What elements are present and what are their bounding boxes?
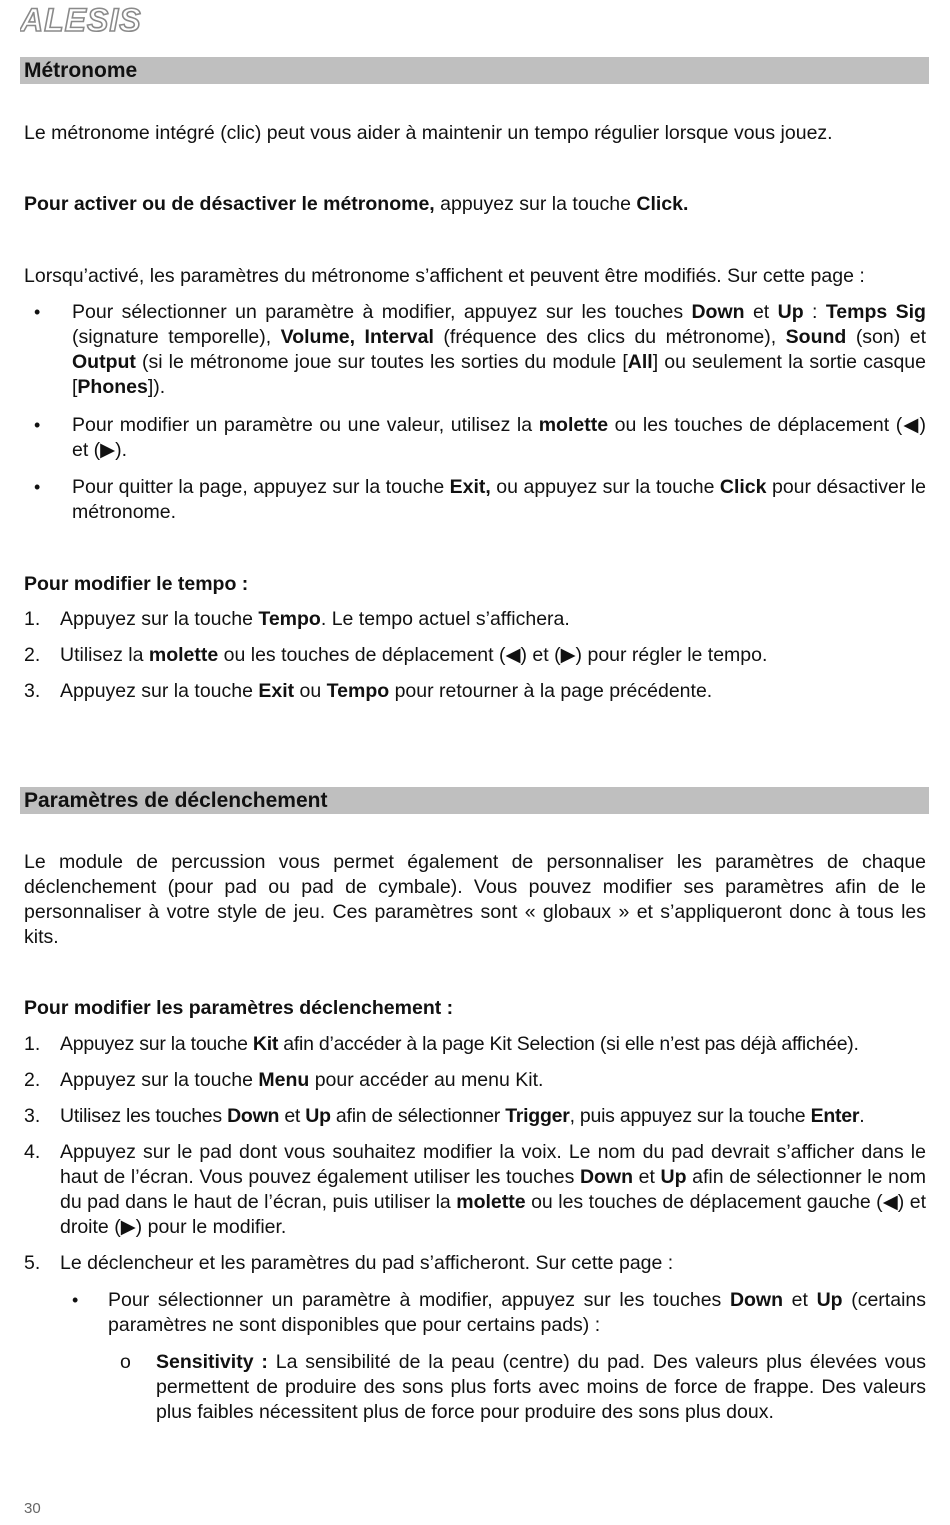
list-item xyxy=(24,1104,926,1129)
bullet-text: Pour modifier un paramètre ou une valeur, utilisez la molette ou les touches de déplacement (◀) et (▶). xyxy=(72,414,926,461)
circle-bullet-icon: o xyxy=(120,1351,131,1373)
step-text: Appuyez sur la touche Menu pour accéder au menu Kit. xyxy=(60,1069,544,1091)
step-text: Utilisez les touches Down et Up afin de sélectionner Trigger, puis appuyez sur la touche Enter. xyxy=(60,1105,865,1127)
list-item xyxy=(24,607,926,632)
bullet-icon: • xyxy=(34,477,41,497)
list-item xyxy=(24,1032,926,1057)
list-item xyxy=(108,1350,926,1425)
section-header-trigger xyxy=(20,787,929,814)
alesis-logo xyxy=(20,4,190,36)
step-text: Appuyez sur la touche Kit afin d’accéder à la page Kit Selection (si elle n’est pas déjà affichée). xyxy=(60,1033,859,1055)
step-text: Appuyez sur le pad dont vous souhaitez modifier la voix. Le nom du pad devrait s’afficher dans le haut de l’écran. Vous pouvez également utiliser les touches Down et Up afin de sélectionner le nom du pad dans le haut de l’écran, puis utiliser la molette ou les touches de déplacement gauche (◀) et droite (▶) pour le modifier. xyxy=(60,1141,927,1238)
logo-text: ALESIS xyxy=(20,4,142,36)
bullet-icon: • xyxy=(72,1290,79,1310)
list-item xyxy=(24,1068,926,1093)
list-item xyxy=(24,475,926,525)
trigger-heading: Pour modifier les paramètres déclenchement : xyxy=(24,997,454,1019)
section-title: Métronome xyxy=(24,59,138,82)
step-text: Appuyez sur la touche Exit ou Tempo pour retourner à la page précédente. xyxy=(60,680,713,702)
step-text: Le déclencheur et les paramètres du pad s’afficheront. Sur cette page : xyxy=(60,1252,674,1274)
bullet-icon: • xyxy=(34,415,41,435)
tempo-heading: Pour modifier le tempo : xyxy=(24,573,249,595)
step-number: 1. xyxy=(24,1033,41,1055)
metronome-settings-intro: Lorsqu’activé, les paramètres du métronome s’affichent et peuvent être modifiés. Sur cette page : xyxy=(24,265,865,287)
step-number: 3. xyxy=(24,1105,41,1127)
bullet-text: Pour quitter la page, appuyez sur la touche Exit, ou appuyez sur la touche Click pour désactiver le métronome. xyxy=(72,476,926,523)
page-number: 30 xyxy=(24,1500,41,1517)
bullet-text: Pour sélectionner un paramètre à modifier, appuyez sur les touches Down et Up : Temps Sig (signature temporelle), Volume, Interval (fréquence des clics du métronome), Sound (son) et Output (si le métronome joue sur toutes les sorties du module [All] ou seulement la sortie casque [Phones]). xyxy=(72,301,926,398)
step-number: 5. xyxy=(24,1252,41,1274)
metronome-activate: Pour activer ou de désactiver le métronome, appuyez sur la touche Click. xyxy=(24,193,689,215)
section-title: Paramètres de déclenchement xyxy=(24,789,328,812)
bullet-text: Pour sélectionner un paramètre à modifier, appuyez sur les touches Down et Up (certains paramètres ne sont disponibles que pour certains pads) : xyxy=(108,1289,926,1336)
list-item xyxy=(60,1288,926,1338)
step-number: 1. xyxy=(24,608,41,630)
step-text: Appuyez sur la touche Tempo. Le tempo actuel s’affichera. xyxy=(60,608,570,630)
bullet-icon: • xyxy=(34,302,41,322)
list-item xyxy=(24,643,926,668)
step-number: 2. xyxy=(24,644,41,666)
list-item xyxy=(24,679,926,704)
step-text: Utilisez la molette ou les touches de déplacement (◀) et (▶) pour régler le tempo. xyxy=(60,644,768,666)
metronome-intro: Le métronome intégré (clic) peut vous aider à maintenir un tempo régulier lorsque vous jouez. xyxy=(24,122,833,144)
step-number: 3. xyxy=(24,680,41,702)
list-item xyxy=(24,1251,926,1276)
trigger-intro: Le module de percussion vous permet également de personnaliser les paramètres de chaque déclenchement (pour pad ou pad de cymbale). Vous pouvez modifier ses paramètres afin de le personnaliser à votre style de jeu. Ces paramètres sont « globaux » et s’appliqueront donc à tous les kits. xyxy=(24,851,926,948)
bullet-text: Sensitivity : La sensibilité de la peau (centre) du pad. Des valeurs plus élevées vous permettent de produire des sons plus forts avec moins de force de frappe. Des valeurs plus faibles nécessitent plus de force pour produire des sons plus doux. xyxy=(156,1351,926,1423)
list-item xyxy=(24,300,926,400)
step-number: 2. xyxy=(24,1069,41,1091)
section-header-metronome xyxy=(20,57,929,84)
list-item xyxy=(24,413,926,463)
list-item xyxy=(24,1140,926,1240)
step-number: 4. xyxy=(24,1141,41,1163)
